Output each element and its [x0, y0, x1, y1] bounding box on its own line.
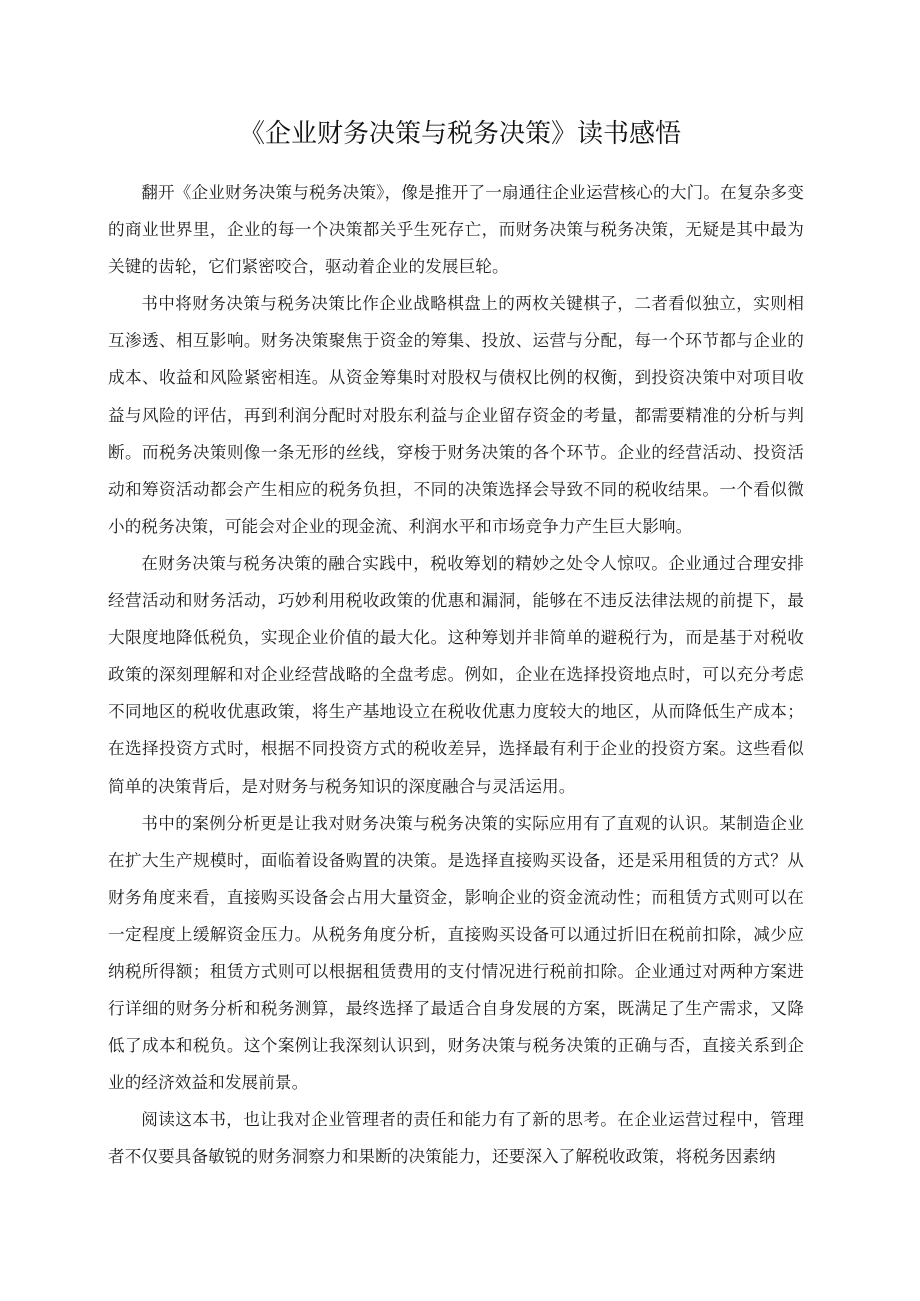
document-title: 《企业财务决策与税务决策》读书感悟 — [238, 119, 681, 149]
document-body — [108, 174, 804, 1176]
paragraph-case-study: 书中的案例分析更是让我对财务决策与税务决策的实际应用有了直观的认识。某制造企业在扩大生产规模时，面临着设备购置的决策。是选择直接购买设备，还是采用租赁的方式？从财务角度来看，直接购买设备会占用大量资金，影响企业的资金流动性；而租赁方式则可以在一定程度上缓解资金压力。从税务角度分析，直接购买设备可以通过折旧在税前扣除，减少应纳税所得额；租赁方式则可以根据租赁费用的支付情况进行税前扣除。企业通过对两种方案进行详细的财务分析和税务测算，最终选择了最适合自身发展的方案，既满足了生产需求，又降低了成本和税负。这个案例让我深刻认识到，财务决策与税务决策的正确与否，直接关系到企业的经济效益和发展前景。 — [108, 813, 804, 1093]
paragraph-relationship: 书中将财务决策与税务决策比作企业战略棋盘上的两枚关键棋子，二者看似独立，实则相互渗透、相互影响。财务决策聚焦于资金的筹集、投放、运营与分配，每一个环节都与企业的成本、收益和风险紧密相连。从资金筹集时对股权与债权比例的权衡，到投资决策中对项目收益与风险的评估，再到利润分配时对股东利益与企业留存资金的考量，都需要精准的分析与判断。而税务决策则像一条无形的丝线，穿梭于财务决策的各个环节。企业的经营活动、投资活动和筹资活动都会产生相应的税务负担，不同的决策选择会导致不同的税收结果。一个看似微小的税务决策，可能会对企业的现金流、利润水平和市场竞争力产生巨大影响。 — [108, 294, 804, 536]
paragraph-reflection: 阅读这本书，也让我对企业管理者的责任和能力有了新的思考。在企业运营过程中，管理者不仅要具备敏锐的财务洞察力和果断的决策能力，还要深入了解税收政策，将税务因素纳 — [108, 1110, 804, 1167]
paragraph-intro: 翻开《企业财务决策与税务决策》，像是推开了一扇通往企业运营核心的大门。在复杂多变的商业世界里，企业的每一个决策都关乎生死存亡，而财务决策与税务决策，无疑是其中最为关键的齿轮，它们紧密咬合，驱动着企业的发展巨轮。 — [108, 183, 804, 277]
paragraph-tax-planning: 在财务决策与税务决策的融合实践中，税收筹划的精妙之处令人惊叹。企业通过合理安排经营活动和财务活动，巧妙利用税收政策的优惠和漏洞，能够在不违反法律法规的前提下，最大限度地降低税负，实现企业价值的最大化。这种筹划并非简单的避税行为，而是基于对税收政策的深刻理解和对企业经营战略的全盘考虑。例如，企业在选择投资地点时，可以充分考虑不同地区的税收优惠政策，将生产基地设立在税收优惠力度较大的地区，从而降低生产成本；在选择投资方式时，根据不同投资方式的税收差异，选择最有利于企业的投资方案。这些看似简单的决策背后，是对财务与税务知识的深度融合与灵活运用。 — [108, 553, 804, 796]
